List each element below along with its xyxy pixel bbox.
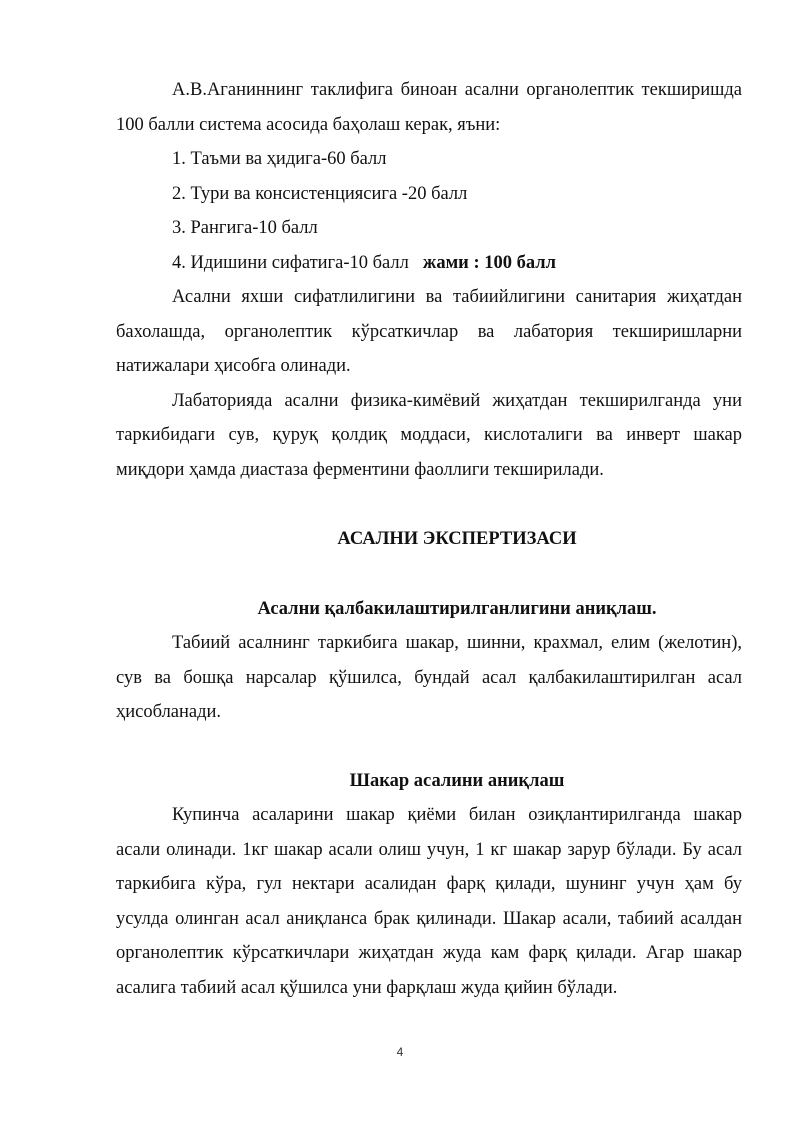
total-score: жами : 100 балл: [422, 252, 557, 273]
criteria-item-container: [116, 246, 742, 281]
intro-paragraph: А.В.Аганиннинг таклифига биноан асални органолептик текширишда 100 балли система асосида баҳолаш керак, яъни:: [116, 80, 742, 135]
criteria-item-color: 3. Рангига-10 балл: [172, 218, 318, 238]
subheading-sugar-honey: Шакар асалини аниқлаш: [349, 770, 565, 791]
subheading-falsification: Асални қалбакилаштирилганлигини аниқлаш.: [257, 598, 657, 619]
lab-paragraph: Лабаторияда асални физика-кимёвий жиҳатдан текширилганда уни таркибидаги сув, қуруқ қолдиқ моддаси, кислоталиги ва инверт шакар миқдори ҳамда диастаза ферментини фаоллиги текширилади.: [116, 390, 742, 480]
falsification-paragraph: Табиий асалнинг таркибига шакар, шинни, крахмал, елим (желотин), сув ва бошқа нарсалар қўшилса, бундай асал қалбакилаштирилган асал ҳисобланади.: [116, 633, 742, 722]
section-heading-expertise: АСАЛНИ ЭКСПЕРТИЗАСИ: [337, 529, 577, 549]
criteria-item-taste: 1. Таъми ва ҳидига-60 балл: [172, 149, 387, 169]
sugar-honey-paragraph: Купинча асаларини шакар қиёми билан озиқлантирилганда шакар асали олинади. 1кг шакар асали олиш учун, 1 кг шакар зарур бўлади. Бу асал таркибига кўра, гул нектари асалидан фарқ қилади, шунинг учун ҳам бу усулда олинган асал аниқланса брак қилинади. Шакар асали, табиий асалдан органолептик кўрсаткичлари жиҳатдан жуда кам фарқ қилади. Агар шакар асалига табиий асал қўшилса уни фарқлаш жуда қийин бўлади.: [116, 805, 742, 998]
page-number: 4: [396, 1045, 404, 1059]
criteria-item-container-label: 4. Идишини сифатига-10 балл: [172, 252, 409, 273]
criteria-item-type: 2. Тури ва консистенциясига -20 балл: [172, 183, 468, 204]
quality-paragraph: Асални яхши сифатлилигини ва табиийлигини санитария жиҳатдан бахолашда, органолептик кўрсаткичлар ва лабатория текширишларни натижалари ҳисобга олинади.: [116, 287, 742, 376]
document-body: [116, 73, 742, 1005]
